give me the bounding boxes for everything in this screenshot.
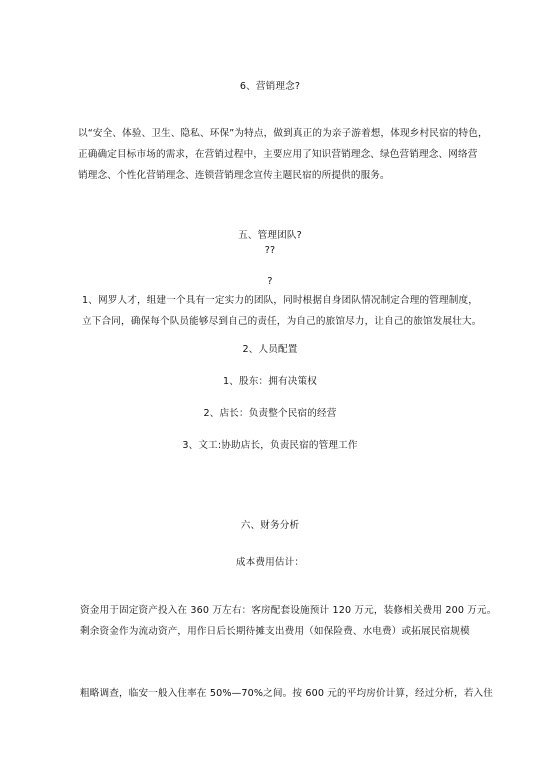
finance-paragraph [80,600,497,642]
paragraph-line: 立下合同，确保每个队员能够尽到自己的责任，为自己的旅馆尽力，让自己的旅馆发展壮大。 [82,316,482,327]
heading-management-team: 五、管理团队? [238,230,302,241]
staff-item-shareholder: 1、股东：拥有决策权 [223,376,317,387]
team-paragraph [82,290,482,332]
paragraph-line: 剩余资金作为流动资产，用作日后长期待摊支出费用（如保险费、水电费）或拓展民宿规模 [80,626,470,637]
staff-item-manager: 2、店长：负责整个民宿的经营 [203,408,337,419]
paragraph-line: 以“安全、体验、卫生、隐私、环保”为特点，做到真正的为亲子游着想，体现乡村民宿的特色， [78,128,488,139]
placeholder-marks: ? [267,276,273,287]
marketing-paragraph [78,123,488,186]
paragraph-line: 正确确定目标市场的需求，在营销过程中，主要应用了知识营销理念、绿色营销理念、网络营 [78,149,478,160]
paragraph-line: 销理念、个性化营销理念、连锁营销理念宣传主题民宿的所提供的服务。 [78,170,390,181]
paragraph-line: 1、网罗人才，组建一个具有一定实力的团队，同时根据自身团队情况制定合理的管理制度， [82,295,479,306]
occupancy-line: 粗略调查，临安一般入住率在 50%—70%之间。按 600 元的平均房价计算，经过分析，若入住 [80,688,493,699]
placeholder-marks: ?? [264,245,276,256]
heading-marketing-concept: 6、营销理念? [239,81,301,92]
heading-cost-estimate: 成本费用估计： [235,557,305,568]
staff-item-assistant: 3、文工:协助店长，负责民宿的管理工作 [182,440,358,451]
heading-financial-analysis: 六、财务分析 [240,520,300,531]
heading-staffing: 2、人员配置 [242,344,298,355]
paragraph-line: 资金用于固定资产投入在 360 万左右：客房配套设施预计 120 万元，装修相关费用 200 万元。 [80,605,497,616]
